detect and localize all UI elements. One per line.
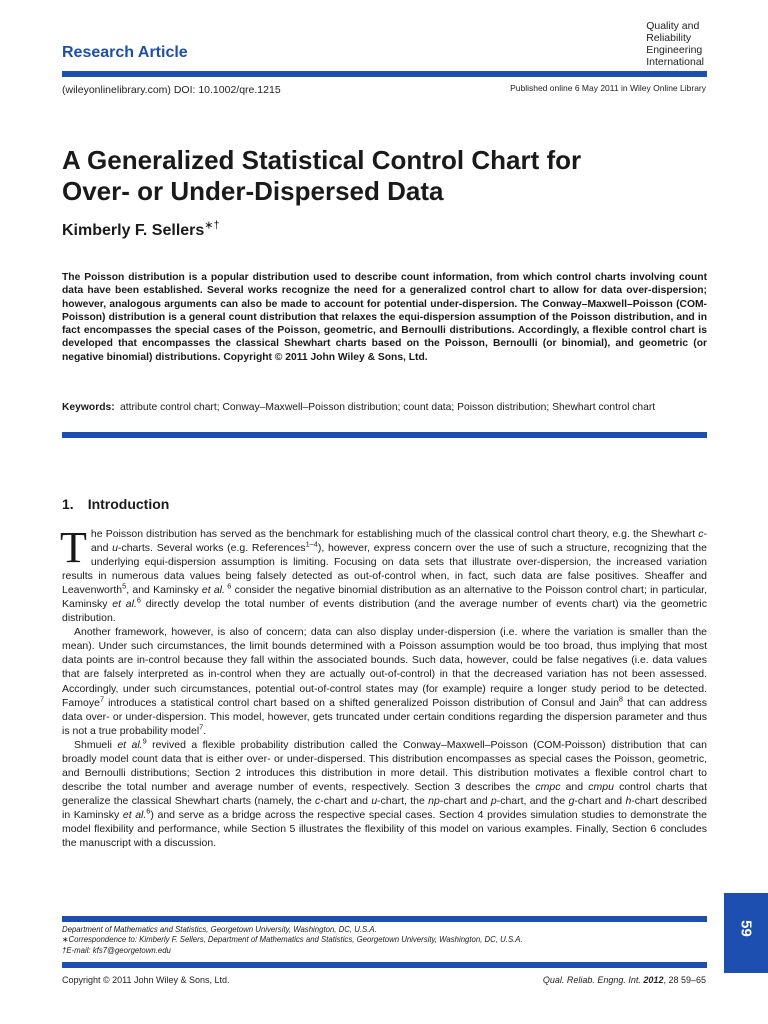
citation-journal: Qual. Reliab. Engng. Int. [542, 975, 641, 985]
footer-divider [62, 962, 707, 968]
drop-cap: T [60, 523, 87, 572]
section-number: 1. [62, 496, 74, 512]
paragraph-1: The Poisson distribution has served as the benchmark for establishing much of the classical control chart theory, e.g. the Shewhart c- and u-charts. Several works (e.g. References$^{1-4}$), however, express concern over the use of such a structure, recognizing that the underlying equi-dispersion assumption is limiting. Focusing on data sets that illustrate over-dispersion, the increased variation results in numerous data values being falsely detected as out-of-control when, in fact, such data are false positives. Sheaffer and Leavenworth$^5$, and Kaminsky et al. $^6$ consider the negative binomial distribution as an alternative to the Poisson control chart; in particular, Kaminsky et al.$^6$ directly develop the total number of events distribution (and the average number of events chart) via the geometric distribution. [60, 523, 708, 625]
journal-name-line: Quality and [646, 20, 700, 32]
article-title [62, 145, 712, 207]
citation-year: 2012 [643, 975, 664, 985]
footnote-email: †E-mail: kfs7@georgetown.edu [62, 945, 171, 955]
footnotes [62, 925, 707, 956]
journal-name-line: International [646, 56, 704, 68]
footnote-affiliation: Department of Mathematics and Statistics, Georgetown University, Washington, DC, U.S.A. [62, 925, 377, 934]
section-divider [62, 432, 707, 438]
page-number-tab [724, 893, 768, 973]
journal-name-line: Engineering [646, 44, 703, 56]
page-number: 59 [737, 920, 755, 937]
title-line: A Generalized Statistical Control Chart for [62, 145, 582, 175]
journal-name-line: Reliability [646, 32, 692, 44]
footnote-divider [62, 916, 707, 922]
section-title: Introduction [87, 496, 170, 512]
doi-line: (wileyonlinelibrary.com) DOI: 10.1002/qre.1215 [62, 84, 281, 96]
abstract: The Poisson distribution is a popular distribution used to describe count information, from which control charts involving count data have been established. Several works recognize the need for a generalized control chart to allow for data over-dispersion; however, analogous arguments can also be made to account for potential under-dispersion. The Conway–Maxwell–Poisson (COM-Poisson) distribution is a general count distribution that relaxes the equi-dispersion assumption of the Poisson distribution, and in fact encompasses the special cases of the Poisson, geometric, and Bernoulli distributions. Accordingly, a flexible control chart is developed that encompasses the classical Shewhart charts based on the Poisson, Bernoulli (or binomial), and geometric (or negative binomial) distributions. Copyright © 2011 John Wiley & Sons, Ltd. [62, 272, 707, 363]
published-date: Published online 6 May 2011 in Wiley Online Library [510, 83, 706, 93]
author-marks: ∗† [204, 219, 220, 232]
section-heading [62, 496, 169, 512]
footer-citation [543, 975, 706, 985]
keywords-label: Keywords: [62, 402, 115, 413]
footer-copyright: Copyright © 2011 John Wiley & Sons, Ltd. [62, 975, 230, 985]
paragraph-2: Another framework, however, is also of concern; data can also display under-dispersion (i.e. where the variation is smaller than the mean). Under such circumstances, the limit bounds determined with a Poisson assumption would be too broad, thus implying that most data points are in-control because they fall within the associated bounds. Such data, however, could be false negatives (i.e. data values that are falsely interpreted as in-control when they are actually out-of-control) in that the decreased variation has not been assessed. Accordingly, under such circumstances, potential out-of-control states may (for example) require a longer study period to be detected. Famoye$^7$ introduces a statistical control chart based on a shifted generalized Poisson distribution of Consul and Jain$^8$ that can address data over- or under-dispersion. This model, however, gets truncated under certain conditions regarding the dispersion parameter and thus is not a true probability model$^7$. [62, 626, 707, 737]
journal-name [646, 20, 704, 68]
citation-volume-pages: , 28 59–65 [663, 975, 706, 985]
top-divider [62, 71, 707, 77]
paragraph-3: Shmueli et al.$^9$ revived a flexible probability distribution called the Conway–Maxwell–Poisson (COM-Poisson) distribution that can broadly model count data that is either over- or under-dispersed. This distribution encompasses as special cases the Poisson, geometric, and Bernoulli distributions; Section 2 introduces this distribution in more detail. This distribution motivates a flexible control chart to describe the total number and average number of events, respectively. Section 3 describes the cmpc and cmpu control charts that generalize the classical Shewhart charts (namely, the c-chart and u-chart, the np-chart and p-chart, and the g-chart and h-chart described in Kaminsky et al.$^6$) and serve as a bridge across the respective special cases. Section 4 provides simulation studies to demonstrate the model flexibility and performance, while Section 5 illustrates the flexibility of this model on various examples. Finally, Section 6 concludes the manuscript with a discussion. [62, 736, 707, 850]
title-line: Over- or Under-Dispersed Data [62, 176, 444, 206]
keywords [62, 401, 707, 415]
footnote-correspondence: ∗Correspondence to: Kimberly F. Sellers, Department of Mathematics and Statistics, Georgetown University, Washington, DC, U.S.A. [62, 935, 523, 945]
author [62, 219, 220, 240]
article-type: Research Article [62, 44, 188, 61]
keywords-text: attribute control chart; Conway–Maxwell–Poisson distribution; count data; Poisson distribution; Shewhart control chart [120, 402, 656, 413]
body-text [60, 523, 708, 850]
author-name: Kimberly F. Sellers [62, 222, 205, 239]
